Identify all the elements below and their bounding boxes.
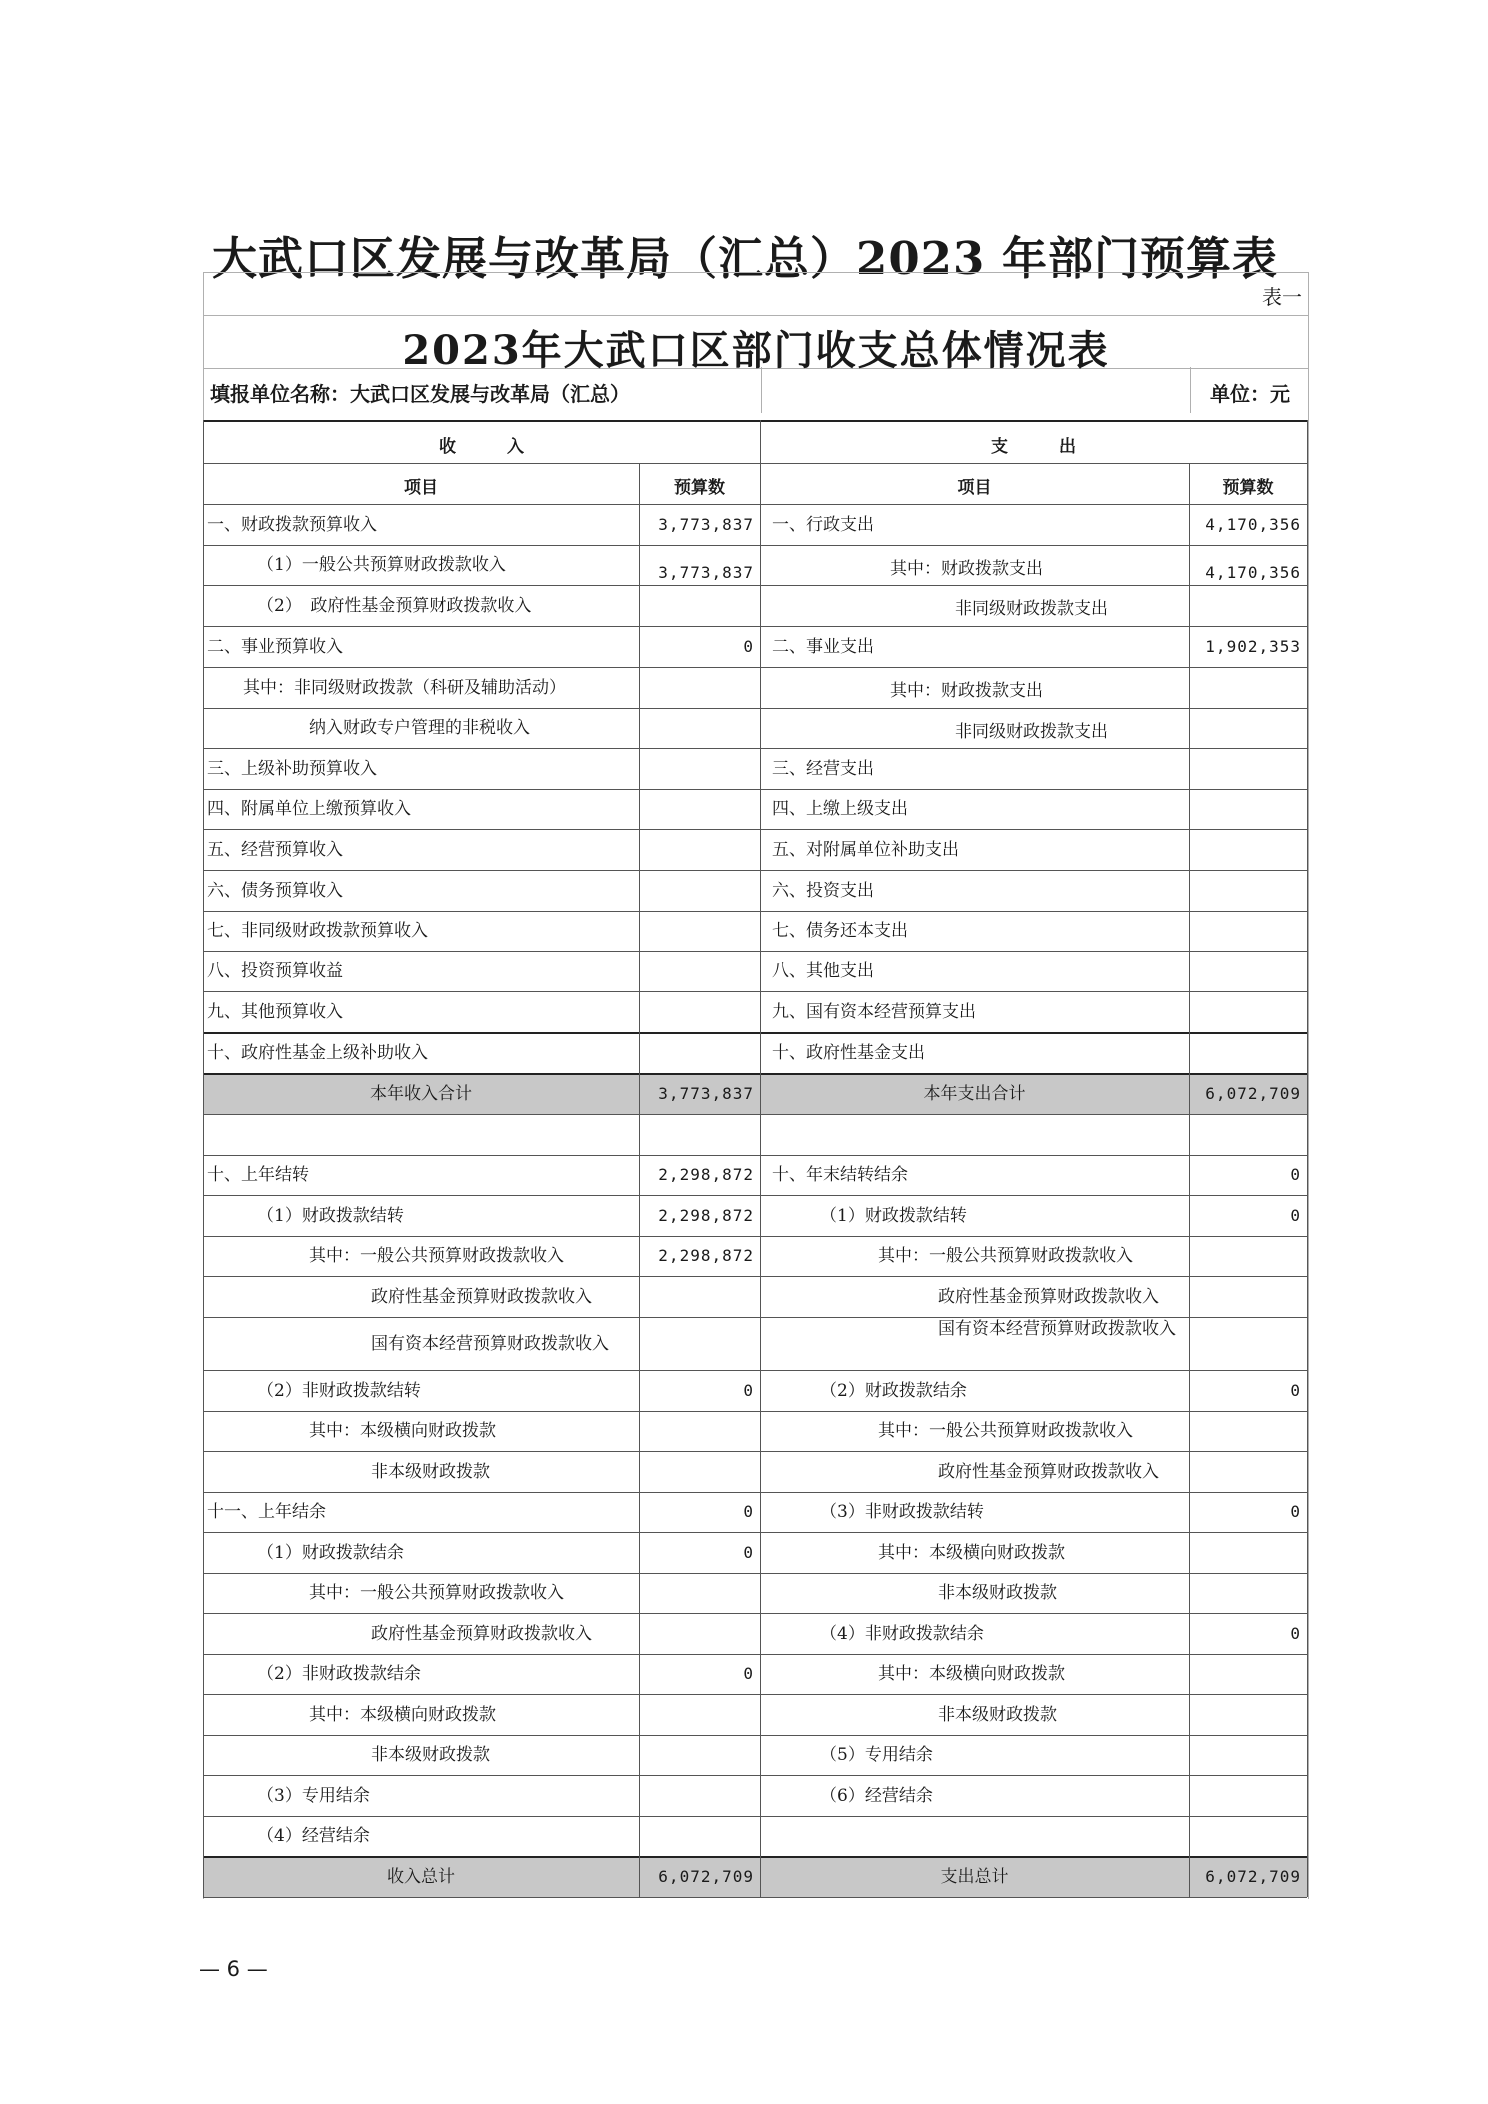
expense-item-label: 二、事业支出 bbox=[772, 637, 874, 657]
expense-item-label: 八、其他支出 bbox=[772, 961, 874, 981]
expense-item-label: （2）财政拨款结余 bbox=[820, 1381, 967, 1401]
income-item-label: 非本级财政拨款 bbox=[371, 1745, 490, 1765]
expense-item-label: 国有资本经营预算财政拨款收入 bbox=[938, 1319, 1176, 1339]
income-budget-value: 2,298,872 bbox=[658, 1165, 754, 1184]
expense-item-label: （3）非财政拨款结转 bbox=[820, 1502, 984, 1522]
expense-budget-value: 1,902,353 bbox=[1205, 637, 1301, 656]
income-item-label: 三、上级补助预算收入 bbox=[207, 759, 377, 779]
expense-item-label: 支出总计 bbox=[940, 1867, 1009, 1887]
unit-row bbox=[204, 367, 1308, 413]
expense-item-label: 其中：一般公共预算财政拨款收入 bbox=[878, 1246, 1133, 1266]
expense-budget-value: 6,072,709 bbox=[1205, 1084, 1301, 1103]
income-item-label: （1）财政拨款结余 bbox=[257, 1543, 404, 1563]
expense-budget-value: 0 bbox=[1290, 1502, 1301, 1521]
expense-item-header: 项目 bbox=[957, 478, 992, 498]
expense-item-label: 其中：财政拨款支出 bbox=[890, 681, 1043, 701]
income-budget-value: 0 bbox=[743, 1664, 754, 1683]
income-item-label: 纳入财政专户管理的非税收入 bbox=[309, 718, 530, 738]
expense-item-label: 六、投资支出 bbox=[772, 881, 874, 901]
income-item-label: （3）专用结余 bbox=[257, 1786, 370, 1806]
income-item-label: 国有资本经营预算财政拨款收入 bbox=[371, 1334, 609, 1354]
expense-budget-value: 0 bbox=[1290, 1624, 1301, 1643]
income-item-label: 其中：一般公共预算财政拨款收入 bbox=[309, 1246, 564, 1266]
expense-item-label: 其中：一般公共预算财政拨款收入 bbox=[878, 1421, 1133, 1441]
expense-budget-value: 6,072,709 bbox=[1205, 1867, 1301, 1886]
income-budget-value: 0 bbox=[743, 1543, 754, 1562]
expense-item-label: 十、年末结转结余 bbox=[772, 1165, 908, 1185]
page-number: — 6 — bbox=[199, 1957, 268, 1981]
expense-item-label: 其中：本级横向财政拨款 bbox=[878, 1543, 1065, 1563]
income-item-label: 二、事业预算收入 bbox=[207, 637, 343, 657]
expense-budget-value: 4,170,356 bbox=[1205, 515, 1301, 534]
income-item-label: 四、附属单位上缴预算收入 bbox=[207, 799, 411, 819]
income-budget-value: 2,298,872 bbox=[658, 1246, 754, 1265]
income-item-label: 九、其他预算收入 bbox=[207, 1002, 343, 1022]
expense-item-label: 非同级财政拨款支出 bbox=[955, 722, 1108, 742]
table-title-row bbox=[204, 315, 1308, 374]
income-item-label: （1）一般公共预算财政拨款收入 bbox=[257, 555, 506, 575]
expense-budget-header: 预算数 bbox=[1222, 478, 1274, 498]
income-item-label: 十、上年结转 bbox=[207, 1165, 309, 1185]
unit-label: 单位：元 bbox=[1210, 382, 1290, 406]
expense-section-header: 支 出 bbox=[991, 437, 1076, 457]
expense-item-label: 三、经营支出 bbox=[772, 759, 874, 779]
income-item-label: 其中：非同级财政拨款（科研及辅助活动） bbox=[243, 678, 566, 698]
income-item-label: 收入总计 bbox=[387, 1867, 455, 1887]
expense-item-label: 其中：财政拨款支出 bbox=[890, 559, 1043, 579]
unit-name: 填报单位名称：大武口区发展与改革局（汇总） bbox=[210, 382, 630, 406]
income-item-label: （4）经营结余 bbox=[257, 1826, 370, 1846]
expense-item-label: （5）专用结余 bbox=[820, 1745, 933, 1765]
income-budget-value: 0 bbox=[743, 1502, 754, 1521]
document-title: 大武口区发展与改革局（汇总）2023 年部门预算表 bbox=[212, 232, 1278, 285]
income-item-label: 其中：一般公共预算财政拨款收入 bbox=[309, 1583, 564, 1603]
income-item-label: 八、投资预算收益 bbox=[207, 961, 343, 981]
income-item-label: 一、财政拨款预算收入 bbox=[207, 515, 377, 535]
expense-item-label: 本年支出合计 bbox=[923, 1084, 1026, 1104]
income-item-label: 政府性基金预算财政拨款收入 bbox=[371, 1287, 592, 1307]
income-item-label: （1）财政拨款结转 bbox=[257, 1206, 404, 1226]
income-budget-header: 预算数 bbox=[674, 478, 725, 498]
expense-item-label: 七、债务还本支出 bbox=[772, 921, 908, 941]
expense-budget-value: 0 bbox=[1290, 1165, 1301, 1184]
income-item-label: 其中：本级横向财政拨款 bbox=[309, 1705, 496, 1725]
expense-item-label: 九、国有资本经营预算支出 bbox=[772, 1002, 976, 1022]
income-item-label: 六、债务预算收入 bbox=[207, 881, 343, 901]
expense-item-label: 其中：本级横向财政拨款 bbox=[878, 1664, 1065, 1684]
expense-item-label: 政府性基金预算财政拨款收入 bbox=[938, 1462, 1159, 1482]
table-title: 2023年大武口区部门收支总体情况表 bbox=[402, 327, 1110, 374]
income-item-label: （2）非财政拨款结转 bbox=[257, 1381, 421, 1401]
expense-budget-value: 0 bbox=[1290, 1381, 1301, 1400]
income-item-label: 五、经营预算收入 bbox=[207, 840, 343, 860]
income-item-label: 十、政府性基金上级补助收入 bbox=[207, 1043, 428, 1063]
income-budget-value: 2,298,872 bbox=[658, 1206, 754, 1225]
income-budget-value: 3,773,837 bbox=[658, 563, 754, 582]
income-item-label: 十一、上年结余 bbox=[207, 1502, 326, 1522]
table-number: 表一 bbox=[1262, 285, 1302, 309]
income-item-label: （2） 政府性基金预算财政拨款收入 bbox=[257, 596, 532, 616]
expense-item-label: 四、上缴上级支出 bbox=[772, 799, 908, 819]
expense-item-label: （1）财政拨款结转 bbox=[820, 1206, 967, 1226]
income-item-label: 其中：本级横向财政拨款 bbox=[309, 1421, 496, 1441]
expense-item-label: 政府性基金预算财政拨款收入 bbox=[938, 1287, 1159, 1307]
expense-item-label: （4）非财政拨款结余 bbox=[820, 1624, 984, 1644]
income-item-label: 本年收入合计 bbox=[370, 1084, 472, 1104]
income-section-header: 收 入 bbox=[439, 437, 524, 457]
expense-item-label: 非同级财政拨款支出 bbox=[955, 599, 1108, 619]
income-budget-value: 0 bbox=[743, 1381, 754, 1400]
expense-item-label: （6）经营结余 bbox=[820, 1786, 933, 1806]
income-item-label: 七、非同级财政拨款预算收入 bbox=[207, 921, 428, 941]
expense-budget-value: 4,170,356 bbox=[1205, 563, 1301, 582]
expense-item-label: 五、对附属单位补助支出 bbox=[772, 840, 959, 860]
expense-item-label: 非本级财政拨款 bbox=[938, 1705, 1057, 1725]
income-budget-value: 0 bbox=[743, 637, 754, 656]
income-budget-value: 6,072,709 bbox=[658, 1867, 754, 1886]
income-item-label: 政府性基金预算财政拨款收入 bbox=[371, 1624, 592, 1644]
income-item-label: 非本级财政拨款 bbox=[371, 1462, 490, 1482]
expense-item-label: 一、行政支出 bbox=[772, 515, 874, 535]
expense-item-label: 非本级财政拨款 bbox=[938, 1583, 1057, 1603]
income-item-label: （2）非财政拨款结余 bbox=[257, 1664, 421, 1684]
income-budget-value: 3,773,837 bbox=[658, 1084, 754, 1103]
income-item-header: 项目 bbox=[404, 478, 438, 498]
expense-item-label: 十、政府性基金支出 bbox=[772, 1043, 925, 1063]
expense-budget-value: 0 bbox=[1290, 1206, 1301, 1225]
income-budget-value: 3,773,837 bbox=[658, 515, 754, 534]
